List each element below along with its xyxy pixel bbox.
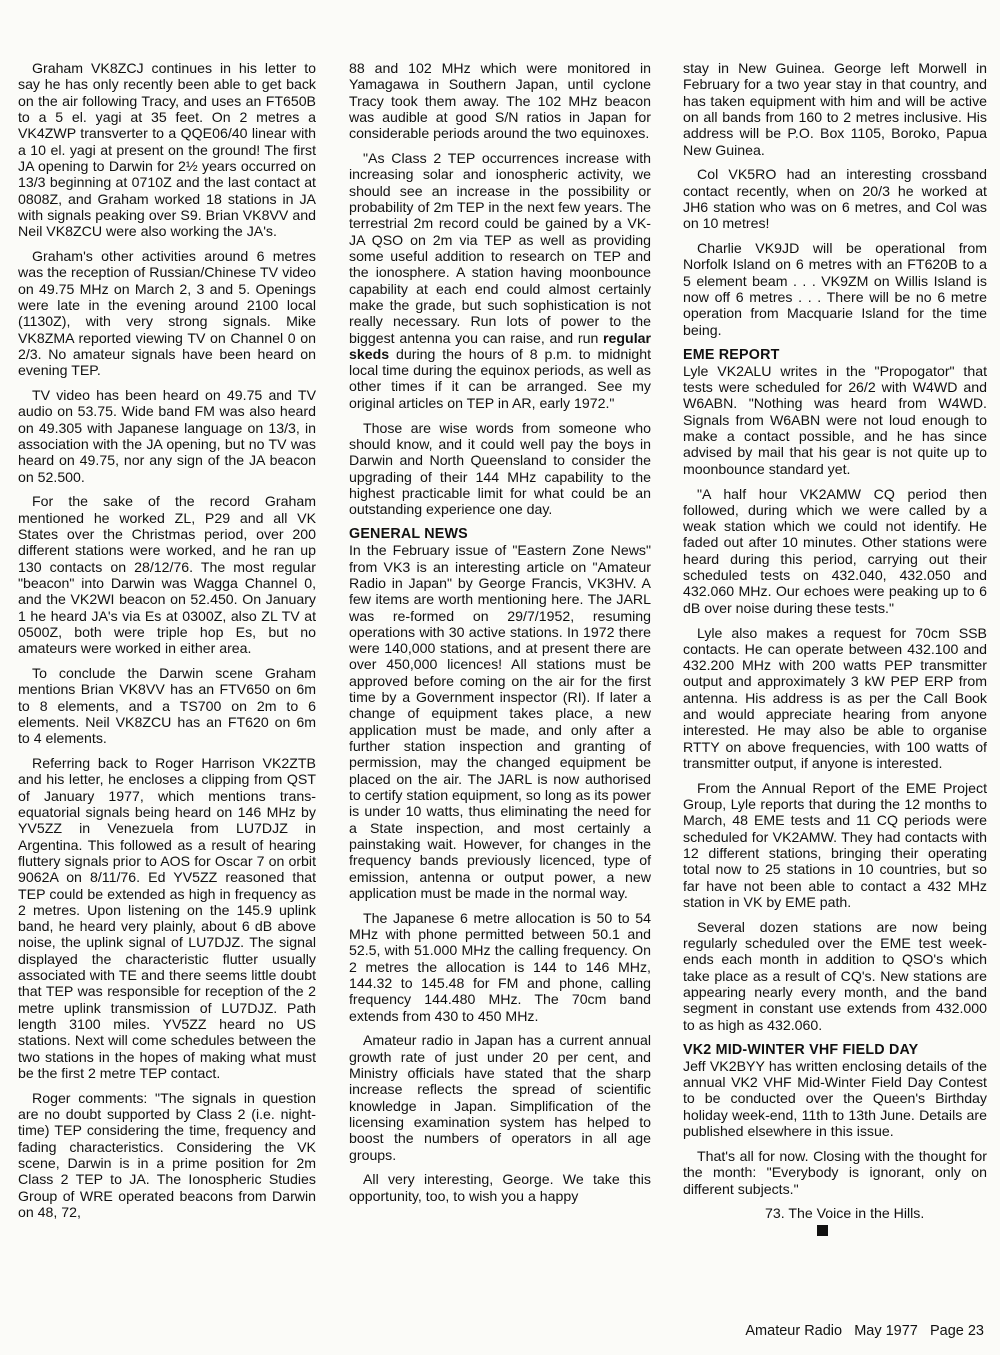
- paragraph: The Japanese 6 metre allocation is 50 to 54 MHz with phone permitted between 50.1 and 52.5, with 51.000 MHz the calling frequency. On 2 metres the allocation is 144 to 146 MHz, 144.32 to 145.48 for FM and phone, calling frequency 144.480 MHz. The 70cm band extends from 430 to 450 MHz.: [349, 909, 651, 1024]
- paragraph: All very interesting, George. We take this opportunity, too, to wish you a happy: [349, 1171, 651, 1204]
- paragraph: Roger comments: "The signals in question are no doubt supported by Class 2 (i.e. night-time) TEP considering the time, frequency and fading characteristics. Considering the VK scene, Darwin is in a prime position for 2m Class 2 TEP to JA. The Ionospheric Studies Group of WRE operated beacons from Darwin on 48, 72,: [18, 1089, 316, 1220]
- paragraph: Charlie VK9JD will be operational from Norfolk Island on 6 metres with an FT620B to a 5 element beam . . . VK9ZM on Willis Island is now off 6 metres . . . There will be no 6 metre operation from Macquarie Island for the time being.: [683, 240, 987, 338]
- paragraph: In the February issue of "Eastern Zone News" from VK3 is an interesting article on "Amateur Radio in Japan" by George Francis, VK3HV. A few items are worth mentioning here. The JARL was re-formed on 29/7/1952, resuming operations with 30 active stations. In 1972 there were 140,000 stations, and at present there are over 450,000 licences! All stations must be approved before coming on the air for the first time by a Government inspector (RI). If later a change of equipment takes place, a new application must be made, and only after a further station inspection and granting of permission, may the changed equipment be placed on the air. The JARL is now authorised to certify station equipment, so long as its power is under 10 watts, thus eliminating the need for a State inspection, and most certainly a painstaking wait. However, for changes in the frequency bands previously licenced, type of emission, antenna or output power, a new application must be made in the normal way.: [349, 542, 651, 901]
- paragraph: Amateur radio in Japan has a current annual growth rate of just under 20 per cent, and Ministry officials have stated that the sharp increase reflects the spread of scientific knowledge in Japan. Simplification of the licensing examination system has helped to boost the numbers of operators in all age groups.: [349, 1032, 651, 1163]
- column-3: [683, 60, 987, 1238]
- paragraph: Jeff VK2BYY has written enclosing details of the annual VK2 VHF Mid-Winter Field Day Contest to be conducted over the Queen's Birthday holiday week-end, 11th to 13th June. Details are published elsewhere in this issue.: [683, 1057, 987, 1140]
- section-heading: EME REPORT: [683, 346, 780, 363]
- paragraph-text: "As Class 2 TEP occurrences increase with increasing solar and ionospheric activity, we should see an increase in the possibility or probability of 2m TEP in the next few years. The terrestrial 2m record could be gained by a VK-JA QSO on 2m via TEP as well as providing some useful addition to research on TEP and the ionosphere. A station having moonbounce capability at each end could almost certainly make the grade, but such sophistication is not really necessary. Run lots of power to the biggest antenna you can raise, and run: [349, 150, 651, 346]
- paragraph: Col VK5RO had an interesting crossband contact recently, when on 20/3 he worked at JH6 station who was on 6 metres, and Col was on 10 metres!: [683, 166, 987, 232]
- paragraph: 88 and 102 MHz which were monitored in Yamagawa in Southern Japan, until cyclone Tracy took them away. The 102 MHz beacon was audible at good S/N ratios in Japan for considerable periods around the two equinoxes.: [349, 60, 651, 142]
- signature-text: 73. The Voice in the Hills.: [765, 1205, 925, 1222]
- paragraph: Referring back to Roger Harrison VK2ZTB and his letter, he encloses a clipping from QST of January 1977, which mentions trans-equatorial signals being heard on 146 MHz by YV5ZZ in Venezuela from LU7DJZ in Argentina. This followed as a result of hearing fluttery signals prior to AOS for Oscar 7 on orbit 9062A on 8/11/76. Ed YV5ZZ reasoned that TEP could be extended as high in frequency as 2 metres. Upon listening on the 145.9 uplink band, he heard very plainly, about 6 dB above noise, the uplink signal of LU7DJZ. The signal displayed the characteristic flutter usually associated with TE and there seems little doubt that TEP was responsible for reception of the 2 metre uplink transmission of LU7DJZ. Path length 3100 miles. YV5ZZ heard no US stations. Next will come schedules between the two stations in the hopes of making what must be the first 2 metre TEP contact.: [18, 755, 316, 1081]
- paragraph: Graham VK8ZCJ continues in his letter to say he has only recently been able to get back on the air following Tracy, and uses an FT650B to a 5 el. yagi at 35 feet. On 2 metres a VK4ZWP transverter to a QQE06/40 linear with a 10 el. yagi at present on the ground! The first JA opening to Darwin for 2½ years occurred on 13/3 beginning at 0710Z and the last contact at 0808Z, and Graham worked 18 stations in JA with signals peaking over S9. Brian VK8VV and Neil VK8ZCU were also working the JA's.: [18, 60, 316, 240]
- paragraph: For the sake of the record Graham mentioned he worked ZL, P29 and all VK States over the Christmas period, over 200 different stations were worked, and he ran up 130 contacts on 28/12/76. The most regular "beacon" into Darwin was Wagga Channel 0, and the VK2WI beacon on 52.450. On January 1 he heard JA's via Es at 0300Z, also ZL TV at 0500Z, both were triple hop Es, but no amateurs were worked in either area.: [18, 493, 316, 657]
- footer-issue: May 1977: [854, 1323, 918, 1339]
- paragraph: To conclude the Darwin scene Graham mentions Brian VK8VV has an FTV650 on 6m to 8 elements, and a TS700 on 2m to 6 elements. Neil VK8ZCU has an FT620 on 6m to 4 elements.: [18, 664, 316, 747]
- paragraph: That's all for now. Closing with the thought for the month: "Everybody is ignorant, only on different subjects.": [683, 1147, 987, 1197]
- paragraph: Lyle VK2ALU writes in the "Propogator" that tests were scheduled for 26/2 with W4WD and W6ABN. "Nothing was heard from W4WD. Signals from W6ABN were not loud enough to make a contact possible, and he has since advised by mail that his gear is not quite up to moonbounce standard yet.: [683, 362, 987, 477]
- paragraph: stay in New Guinea. George left Morwell in February for a two year stay in that country, and has taken equipment with him and will be active on all bands from 160 to 2 metres inclusive. His address will be P.O. Box 1105, Boroko, Papua New Guinea.: [683, 60, 987, 158]
- paragraph: Those are wise words from someone who should know, and it could well pay the boys in Darwin and North Queensland to consider the upgrading of their 144 MHz capability to the highest practicable limit for what could be an outstanding experience one day.: [349, 419, 651, 518]
- section-heading: VK2 MID-WINTER VHF FIELD DAY: [683, 1041, 919, 1058]
- paragraph: Several dozen stations are now being regularly scheduled over the EME test week-ends each month in addition to QSO's which take place as a result of CQ's. New stations are appearing nearly every month, and the band segment in constant use extends from 432.000 to as high as 432.060.: [683, 918, 987, 1033]
- paragraph: Graham's other activities around 6 metres was the reception of Russian/Chinese TV video on 49.75 MHz on March 2, 3 and 5. Openings were late in the evening around 2100 local (1130Z), with very strong signals. Mike VK8ZMA reported viewing TV on Channel 0 on 2/3. No amateur signals have been heard on evening TEP.: [18, 247, 316, 379]
- page-footer: [745, 1323, 984, 1339]
- paragraph: TV video has been heard on 49.75 and TV audio on 53.75. Wide band FM was also heard on 49.305 with Japanese language on 13/3, in association with the JA opening, but no TV was heard on 49.75, nor any sign of the JA beacon on 52.500.: [18, 386, 316, 485]
- footer-publication: Amateur Radio: [745, 1323, 843, 1339]
- paragraph: [349, 150, 651, 411]
- paragraph: "A half hour VK2AMW CQ period then followed, during which we were called by a weak station which we could not identify. He faded out after 10 minutes. Other stations were heard during this period, carrying out their scheduled tests on 432.040, 432.050 and 432.060 MHz. Our echoes were peaking up to 6 dB over noise during these tests.": [683, 485, 987, 616]
- column-2: [349, 60, 651, 1212]
- signature-line: [683, 1205, 987, 1238]
- end-of-article-square-icon: [817, 1225, 828, 1236]
- footer-page-number: Page 23: [929, 1323, 984, 1339]
- paragraph: From the Annual Report of the EME Project Group, Lyle reports that during the 12 months to March, 48 EME tests and 11 CQ periods were scheduled for VK2AMW. They had contacts with 12 different stations, bringing their operating total now to 25 stations in 10 countries, but so far have not been able to contact a 432 MHz station in VK by EME path.: [683, 779, 987, 910]
- bold-phrase: regular skeds: [349, 329, 651, 362]
- paragraph: Lyle also makes a request for 70cm SSB contacts. He can operate between 432.100 and 432.200 MHz with 200 watts PEP transmitter output and approximately 3 kW PEP ERP from antenna. His address is as per the Call Book and would appreciate hearing from anyone interested. He may also be able to organise RTTY on above frequencies, with 100 watts of transmitter output, if anyone is interested.: [683, 624, 987, 771]
- paragraph-text: during the hours of 8 p.m. to midnight local time during the equinox periods, as well as other times if it can be arranged. See my original articles on TEP in AR, early 1972.": [349, 345, 651, 411]
- section-heading: GENERAL NEWS: [349, 525, 468, 542]
- column-1: [18, 60, 316, 1229]
